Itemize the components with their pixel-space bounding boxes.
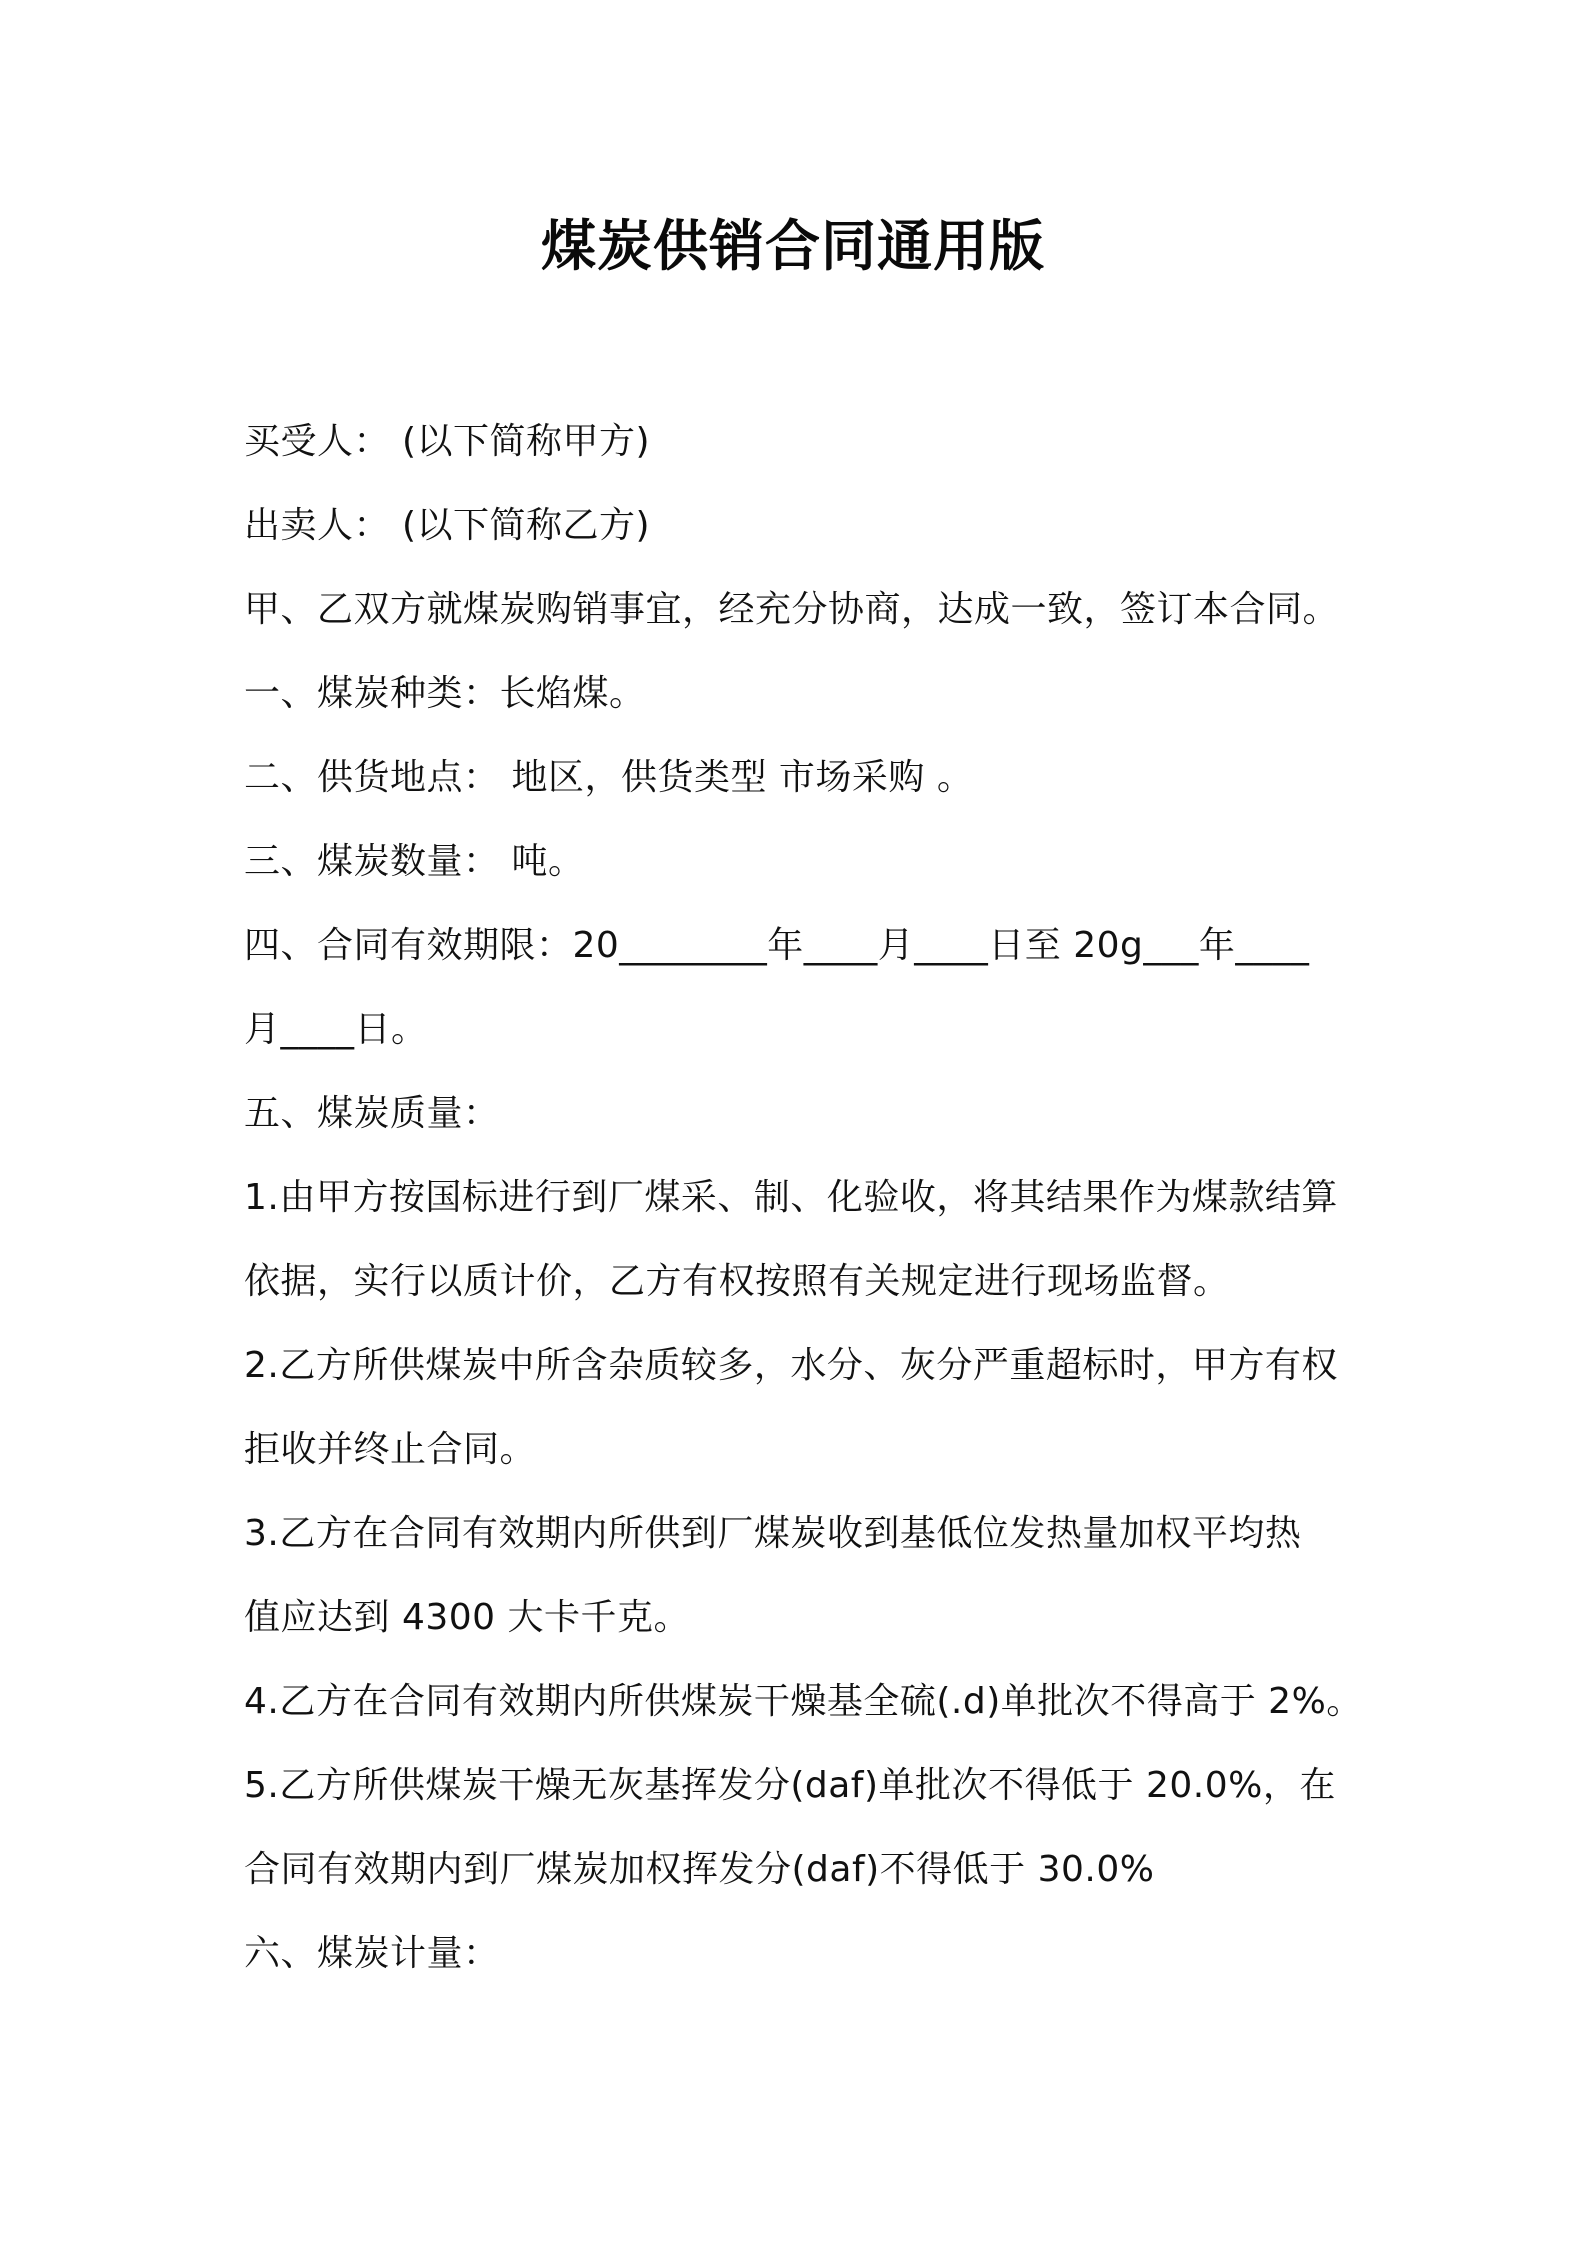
clause-coal-metering-heading: 六、煤炭计量：	[244, 1933, 500, 1974]
quality-item-1-cont: 依据，实行以质计价，乙方有权按照有关规定进行现场监督。	[244, 1261, 1230, 1302]
quality-item-3-cont: 值应达到 4300 大卡千克。	[244, 1597, 691, 1638]
quality-item-5: 5.乙方所供煤炭干燥无灰基挥发分(daf)单批次不得低于 20.0%，在	[244, 1765, 1336, 1806]
buyer-line: 买受人： (以下简称甲方)	[244, 421, 651, 462]
clause-coal-type: 一、煤炭种类：长焰煤。	[244, 673, 646, 714]
document-title: 煤炭供销合同通用版	[540, 214, 1045, 278]
quality-item-5-cont: 合同有效期内到厂煤炭加权挥发分(daf)不得低于 30.0%	[244, 1849, 1155, 1890]
agreement-intro: 甲、乙双方就煤炭购销事宜，经充分协商，达成一致，签订本合同。	[244, 589, 1340, 630]
clause-validity-period: 四、合同有效期限：20________年____月____日至 20g___年____	[244, 925, 1310, 966]
quality-item-3: 3.乙方在合同有效期内所供到厂煤炭收到基低位发热量加权平均热	[244, 1513, 1302, 1554]
clause-validity-period-cont: 月____日。	[244, 1009, 428, 1050]
clause-coal-quantity: 三、煤炭数量： 吨。	[244, 841, 585, 882]
quality-item-1: 1.由甲方按国标进行到厂煤采、制、化验收，将其结果作为煤款结算	[244, 1177, 1338, 1218]
document-body	[244, 400, 1364, 1996]
clause-supply-location: 二、供货地点： 地区，供货类型 市场采购 。	[244, 757, 974, 798]
quality-item-2: 2.乙方所供煤炭中所含杂质较多，水分、灰分严重超标时，甲方有权	[244, 1345, 1338, 1386]
seller-line: 出卖人： (以下简称乙方)	[244, 505, 651, 546]
quality-item-2-cont: 拒收并终止合同。	[244, 1429, 537, 1470]
clause-coal-quality-heading: 五、煤炭质量：	[244, 1093, 500, 1134]
quality-item-4: 4.乙方在合同有效期内所供煤炭干燥基全硫(.d)单批次不得高于 2%。	[244, 1681, 1363, 1722]
